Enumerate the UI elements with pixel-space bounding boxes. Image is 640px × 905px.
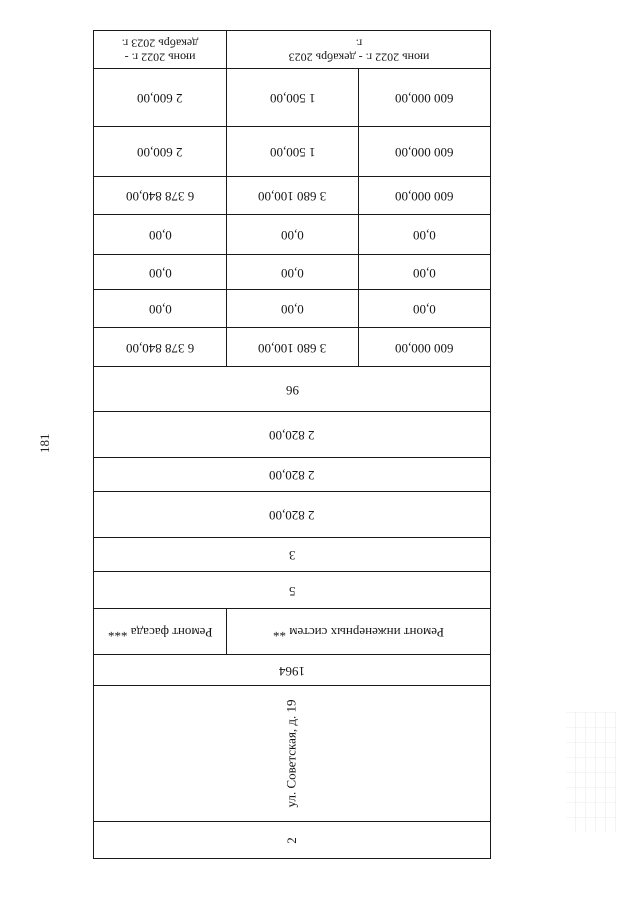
address-text: ул. Советская, д. 19 <box>283 699 299 808</box>
cost-row-2-c-text: 2 600,00 <box>137 144 183 160</box>
cost-row-7-a-text: 600 000,00 <box>395 340 454 356</box>
cost-row-1-c <box>93 68 227 127</box>
work-type-facade <box>93 608 227 655</box>
cost-row-7-b <box>226 327 359 367</box>
area-1 <box>93 457 491 492</box>
cost-row-5-a <box>358 254 491 290</box>
cost-row-4-b-text: 0,00 <box>281 227 304 243</box>
year-built <box>93 654 491 686</box>
cost-row-4-a <box>358 214 491 255</box>
page-number-text: 181 <box>37 433 52 453</box>
row-number <box>93 821 491 859</box>
row-number-text: 2 <box>283 836 299 844</box>
cost-row-7-b-text: 3 680 100,00 <box>258 340 327 356</box>
cost-row-4-a-text: 0,00 <box>413 227 436 243</box>
floors-count <box>93 571 491 609</box>
scan-artifact <box>566 712 616 832</box>
work-type-engineering <box>226 608 491 655</box>
cost-row-4-b <box>226 214 359 255</box>
cost-row-1-b <box>226 68 359 127</box>
cost-row-2-b-text: 1 500,00 <box>269 144 316 160</box>
header-engineering-period-text: июнь 2022 г. - декабрь 2023 г. <box>288 36 429 65</box>
cost-row-3-b <box>226 176 359 215</box>
cost-row-3-a-text: 600 000,00 <box>395 188 454 204</box>
cost-row-7-c <box>93 327 227 367</box>
header-facade-period <box>93 30 227 69</box>
residents-count-text: 96 <box>285 382 299 398</box>
address <box>93 685 491 822</box>
cost-row-6-c-text: 0,00 <box>148 301 172 317</box>
cost-row-2-a <box>358 126 491 177</box>
entrances-count-text: 3 <box>288 547 296 563</box>
cost-row-1-a-text: 600 000,00 <box>395 90 454 106</box>
residents-count <box>93 366 491 412</box>
cost-row-2-c <box>93 126 227 177</box>
area-2 <box>93 491 491 538</box>
cost-row-5-b <box>226 254 359 290</box>
header-facade-period-text: июнь 2022 г. - декабрь 2023 г. <box>121 36 199 65</box>
cost-row-2-a-text: 600 000,00 <box>395 144 454 160</box>
cost-row-6-a-text: 0,00 <box>413 301 436 317</box>
cost-row-3-b-text: 3 680 100,00 <box>258 188 327 204</box>
cost-row-1-a <box>358 68 491 127</box>
cost-row-1-c-text: 2 600,00 <box>137 90 183 106</box>
cost-row-6-b <box>226 289 359 328</box>
cost-row-3-c-text: 6 378 840,00 <box>125 188 195 204</box>
cost-row-5-a-text: 0,00 <box>413 265 436 281</box>
cost-row-1-b-text: 1 500,00 <box>269 90 316 106</box>
floors-count-text: 5 <box>288 583 296 599</box>
cost-row-7-c-text: 6 378 840,00 <box>125 340 195 356</box>
area-2-text: 2 820,00 <box>269 507 315 523</box>
area-total <box>93 411 491 458</box>
area-total-text: 2 820,00 <box>269 427 315 443</box>
work-type-engineering-text: Ремонт инженерных систем ** <box>272 624 445 640</box>
cost-row-6-a <box>358 289 491 328</box>
cost-row-6-b-text: 0,00 <box>281 301 304 317</box>
year-built-text: 1964 <box>279 663 305 679</box>
cost-row-6-c <box>93 289 227 328</box>
cost-row-5-b-text: 0,00 <box>281 265 304 281</box>
cost-row-5-c-text: 0,00 <box>148 265 172 281</box>
cost-row-4-c <box>93 214 227 255</box>
cost-row-5-c <box>93 254 227 290</box>
header-engineering-period <box>226 30 491 69</box>
cost-row-3-a <box>358 176 491 215</box>
cost-row-4-c-text: 0,00 <box>148 227 172 243</box>
cost-row-7-a <box>358 327 491 367</box>
entrances-count <box>93 537 491 572</box>
area-1-text: 2 820,00 <box>269 467 315 483</box>
cost-row-2-b <box>226 126 359 177</box>
work-type-facade-text: Ремонт фасада *** <box>107 624 213 640</box>
cost-row-3-c <box>93 176 227 215</box>
